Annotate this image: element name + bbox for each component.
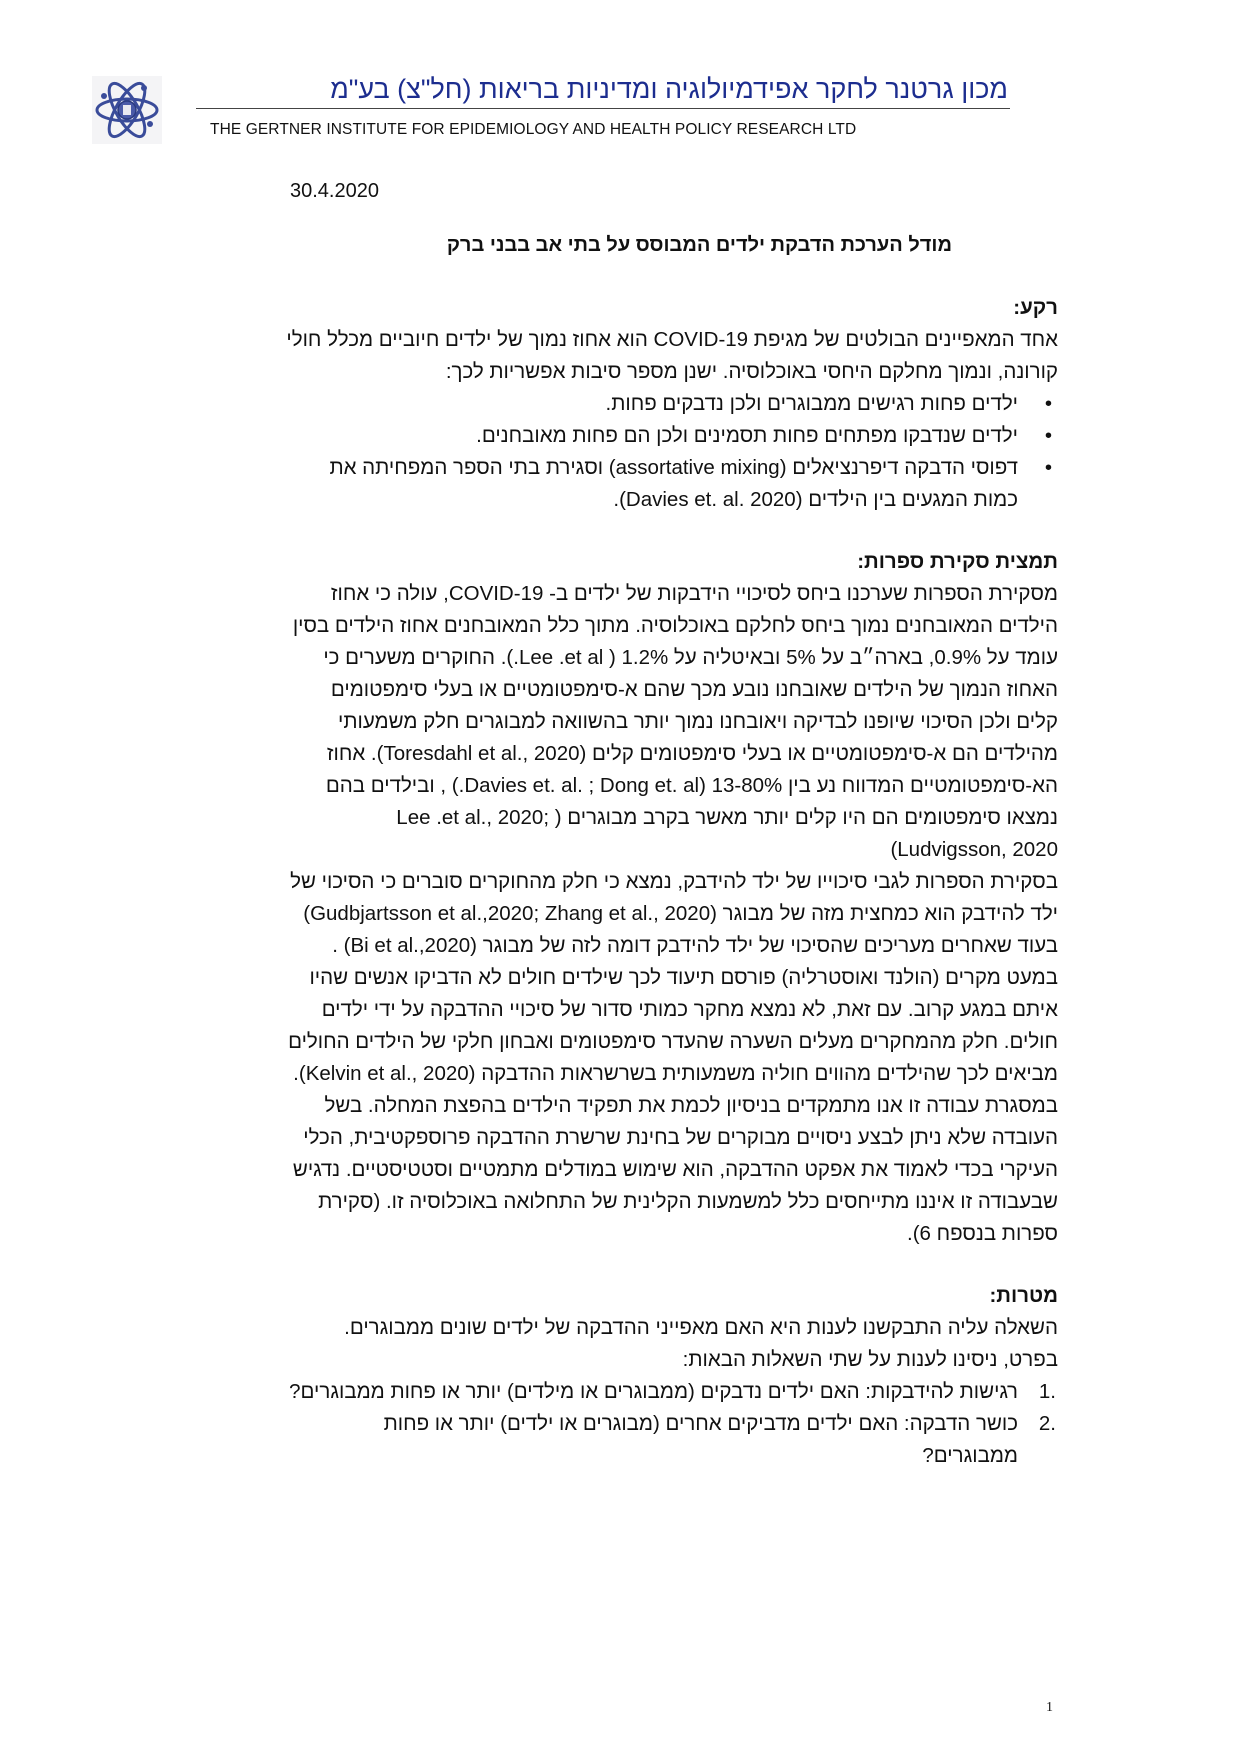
page-number: 1	[1046, 1700, 1053, 1715]
literature-paragraph: במסגרת עבודה זו אנו מתמקדים בניסיון לכמת את תפקיד הילדים בהפצת המחלה. בשל העובדה שלא ניתן לבצע ניסויים מבוקרים של בחינת שרשרת ההדבקה פרוספקטיבית, הכלי העיקרי בכדי לאמוד את אפקט ההדבקה, הוא שימוש במודלים מתמטיים וסטטיסטיים. נדגיש שבעבודה זו איננו מתייחסים כלל למשמעות הקלינית של התחלואה באוכלוסיה זו. (סקירת ספרות בנספח 6).	[292, 1094, 1058, 1245]
organization-name-english: THE GERTNER INSTITUTE FOR EPIDEMIOLOGY AND HEALTH POLICY RESEARCH LTD	[210, 121, 857, 138]
list-number: 1.	[1038, 1380, 1056, 1403]
list-item-text: כושר הדבקה: האם ילדים מדביקים אחרים (מבוגרים או ילדים) יותר או פחות ממבוגרים?	[383, 1412, 1018, 1467]
organization-name-hebrew: מכון גרטנר לחקר אפידמיולוגיה ומדיניות בריאות (חל"צ) בע"מ	[330, 74, 1008, 104]
literature-paragraph: מסקירת הספרות שערכנו ביחס לסיכויי הידבקות של ילדים ב- COVID-19, עולה כי אחוז הילדים המאובחנים נמוך ביחס לחלקם באוכלוסיה. מתוך כלל המאובחנים אחוז הילדים בסין עומד על 0.9%, בארה״ב על 5% ובאיטליה על 1.2% ( Lee .et al.). החוקרים משערים כי האחוז הנמוך של הילדים שאובחנו נובע מכך שהם א-סימפטומטיים או בעלי סימפטומים קלים ולכן הסיכוי שיופנו לבדיקה ויאובחנו נמוך יותר בהשוואה למבוגרים חלק משמעותי מהילדים הם א-סימפטומטיים או בעלי סימפטומים קלים (Toresdahl et al., 2020). אחוז הא-סימפטומטיים המדווח נע בין 13-80% (Davies et. al. ; Dong et. al.) , ובילדים בהם נמצאו סימפטומים הם היו קלים יותר מאשר בקרב מבוגרים ( Lee .et al., 2020; Ludvigsson, 2020)	[292, 582, 1058, 861]
bullet-icon: •	[1044, 424, 1052, 447]
list-item	[284, 388, 1052, 420]
list-item-text: דפוסי הדבקה דיפרנציאלים (assortative mixing) וסגירת בתי הספר המפחיתה את כמות המגעים בין הילדים (Davies et. al. 2020).	[329, 456, 1018, 511]
list-item	[284, 1408, 1056, 1472]
goals-heading: מטרות:	[989, 1284, 1058, 1307]
list-item-text: רגישות להידבקות: האם ילדים נדבקים (ממבוגרים או מילדים) יותר או פחות ממבוגרים?	[289, 1380, 1018, 1403]
goals-intro: השאלה עליה התבקשנו לענות היא האם מאפייני ההדבקה של ילדים שונים ממבוגרים. בפרט, ניסינו לענות על שתי השאלות הבאות:	[344, 1316, 1058, 1371]
list-number: 2.	[1038, 1412, 1056, 1435]
goals-questions-list	[284, 1376, 1058, 1472]
list-item-text: ילדים שנדבקו מפתחים פחות תסמינים ולכן הם פחות מאובחנים.	[476, 424, 1018, 447]
document-body	[284, 292, 1058, 1472]
list-item	[284, 420, 1052, 452]
list-item	[284, 1376, 1056, 1408]
section-spacer	[284, 516, 1058, 546]
atom-logo-icon	[92, 76, 162, 144]
literature-paragraph: בסקירת הספרות לגבי סיכוייו של ילד להידבק, נמצא כי חלק מהחוקרים סוברים כי הסיכוי של ילד להידבק הוא כמחצית מזה של מבוגר (Gudbjartsson et al.,2020; Zhang et al., 2020) בעוד שאחרים מעריכים שהסיכוי של ילד להידבק דומה לזה של מבוגר (Bi et al.,2020) .	[290, 870, 1058, 957]
background-heading: רקע:	[1013, 296, 1058, 319]
background-intro: אחד המאפיינים הבולטים של מגיפת COVID-19 הוא אחוז נמוך של ילדים חיוביים מכלל חולי קורונה, ונמוך מחלקם היחסי באוכלוסיה. ישנן מספר סיבות אפשריות לכך:	[286, 328, 1058, 383]
literature-paragraph: במעט מקרים (הולנד ואוסטרליה) פורסם תיעוד לכך שילדים חולים לא הדביקו אנשים שהיו איתם במגע קרוב. עם זאת, לא נמצא מחקר כמותי סדור של סיכויי ההדבקה על ידי ילדים חולים. חלק מהמחקרים מעלים השערה שהעדר סימפטומים ואבחון חלקי של הילדים החולים מביאים לכך שהילדים מהווים חוליה משמעותית בשרשראות ההדבקה (Kelvin et al., 2020).	[288, 966, 1058, 1085]
bullet-icon: •	[1044, 456, 1052, 479]
header-divider	[196, 108, 1010, 109]
bullet-icon: •	[1044, 392, 1052, 415]
literature-heading: תמצית סקירת ספרות:	[857, 550, 1058, 573]
list-item-text: ילדים פחות רגישים ממבוגרים ולכן נדבקים פחות.	[605, 392, 1018, 415]
document-title: מודל הערכת הדבקת ילדים המבוסס על בתי אב בבני ברק	[446, 234, 952, 256]
document-date: 30.4.2020	[290, 180, 379, 202]
list-item	[284, 452, 1052, 516]
background-reasons-list	[284, 388, 1058, 516]
section-spacer	[284, 1250, 1058, 1280]
